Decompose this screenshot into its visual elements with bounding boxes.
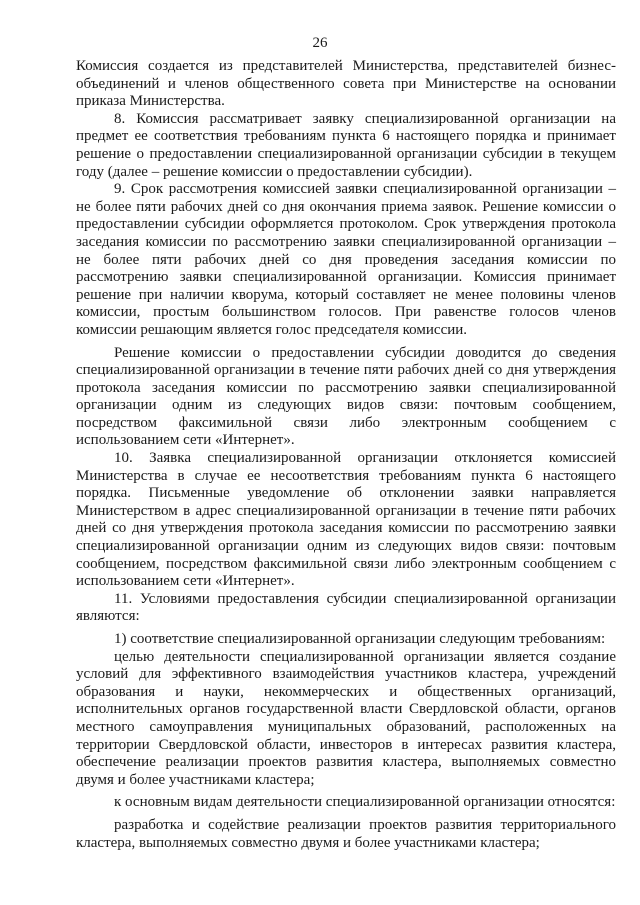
paragraph-decision-notice: Решение комиссии о предоставлении субсидии доводится до сведения специализированной организации в течение пяти рабочих дней со дня утверждения протокола заседания комиссии по рассмотрению заявки специализированной организации одним из следующих видов связи: почтовым сообщением, посредством факсимильной связи либо электронным сообщением с использованием сети «Интернет».	[76, 344, 616, 449]
paragraph-main-activities: к основным видам деятельности специализированной организации относятся:	[114, 794, 616, 811]
paragraph-item-10: 10. Заявка специализированной организации отклоняется комиссией Министерства в случае ее несоответствия требованиям пункта 6 настоящего порядка. Письменные уведомление об отклонении заявки направляется Министерством в адрес специализированной организации в течение пяти рабочих дней со дня утверждения протокола заседания комиссии по рассмотрению заявки специализированной организации одним из следующих видов связи: почтовым сообщением, посредством факсимильной связи либо электронным сообщением с использованием сети «Интернет».	[76, 450, 616, 590]
paragraph-organization-goal: целью деятельности специализированной организации является создание условий для эффективного взаимодействия участников кластера, учреждений образования и науки, некоммерческих и общественных организаций, исполнительных органов государственной власти Свердловской области, органов местного самоуправления муниципальных образований, расположенных на территории Свердловской области, инвесторов в интересах развития кластера, обеспечение реализации проектов развития кластера, выполняемых совместно двумя и более участниками кластера;	[76, 648, 616, 788]
paragraph-commission-composition: Комиссия создается из представителей Министерства, представителей бизнес-объединений и членов общественного совета при Министерстве на основании приказа Министерства.	[76, 58, 616, 110]
paragraph-item-9: 9. Срок рассмотрения комиссией заявки специализированной организации – не более пяти рабочих дней со дня окончания приема заявок. Решение комиссии о предоставлении субсидии оформляется протоколом. Срок утверждения протокола заседания комиссии по рассмотрению заявки специализированной организации – не более пяти рабочих дней со дня проведения заседания комиссии по рассмотрению заявки специализированной организации. Комиссия принимает решение при наличии кворума, который составляет не менее половины членов комиссии, простым большинством голосов. При равенстве голосов членов комиссии решающим является голос председателя комиссии.	[76, 181, 616, 338]
paragraph-condition-1: 1) соответствие специализированной организации следующим требованиям:	[114, 631, 606, 647]
paragraph-item-8: 8. Комиссия рассматривает заявку специализированной организации на предмет ее соответствия требованиям пункта 6 настоящего порядка и принимает решение о предоставлении специализированной организации субсидии в текущем году (далее – решение комиссии о предоставлении субсидии).	[76, 110, 616, 180]
paragraph-item-11: 11. Условиями предоставления субсидии специализированной организации являются:	[76, 590, 616, 625]
paragraph-activity-projects: разработка и содействие реализации проектов развития территориального кластера, выполняемых совместно двумя и более участниками кластера;	[76, 816, 616, 851]
document-body	[76, 58, 616, 852]
page-number: 26	[312, 35, 328, 51]
